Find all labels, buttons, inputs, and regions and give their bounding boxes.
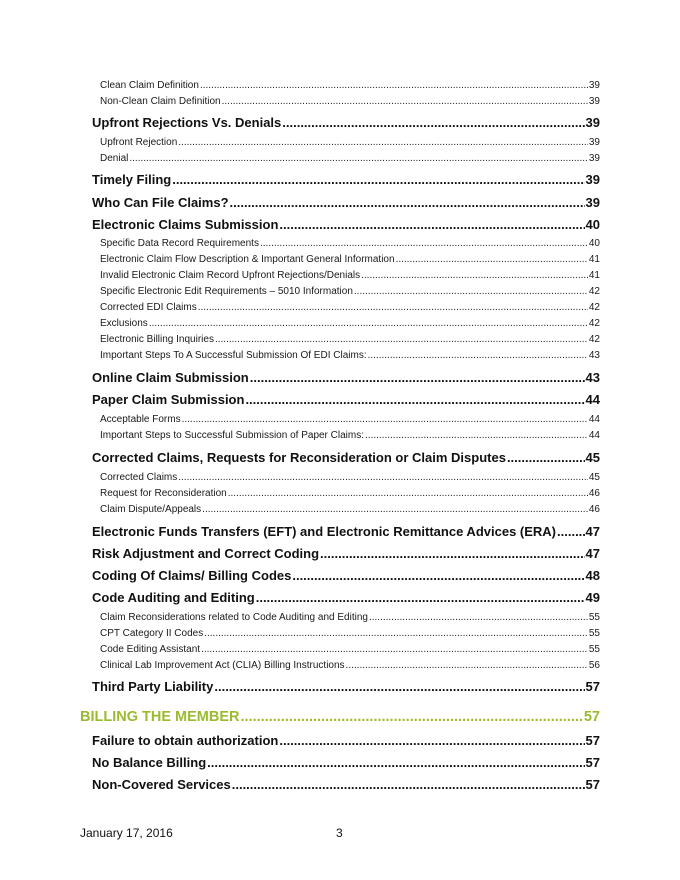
dot-leader [346, 660, 588, 671]
toc-entry-page: 42 [588, 334, 600, 345]
footer-page-number: 3 [336, 826, 343, 840]
toc-entry-page: 44 [588, 414, 600, 425]
toc-entry-label: Clean Claim Definition [100, 80, 199, 91]
toc-entry[interactable] [92, 679, 600, 694]
toc-entry-label: Important Steps to Successful Submission of Paper Claims: [100, 430, 365, 441]
toc-entry-label: No Balance Billing [92, 755, 207, 770]
dot-leader [241, 709, 583, 725]
toc-subentry[interactable] [100, 612, 600, 623]
toc-entry-label: Coding Of Claims/ Billing Codes [92, 568, 292, 583]
toc-entry-page: 39 [588, 153, 600, 164]
toc-entry[interactable] [92, 524, 600, 539]
toc-entry-page: 39 [588, 80, 600, 91]
toc-entry[interactable] [92, 755, 600, 770]
dot-leader [396, 254, 588, 265]
toc-entry[interactable] [92, 590, 600, 605]
toc-entry-label: Who Can File Claims? [92, 195, 229, 210]
toc-subentry[interactable] [100, 254, 600, 265]
dot-leader [207, 755, 584, 770]
dot-leader [129, 153, 588, 164]
dot-leader [178, 472, 588, 483]
toc-subentry[interactable] [100, 350, 600, 361]
toc-entry-label: Non-Covered Services [92, 777, 231, 792]
dot-leader [222, 96, 588, 107]
toc-entry-page: 57 [585, 755, 600, 770]
toc-entry-label: Paper Claim Submission [92, 392, 245, 407]
toc-entry[interactable] [92, 370, 600, 385]
dot-leader [214, 679, 584, 694]
toc-entry-page: 55 [588, 644, 600, 655]
dot-leader [202, 504, 588, 515]
toc-entry-page: 39 [585, 195, 600, 210]
toc-entry-label: Timely Filing [92, 172, 172, 187]
dot-leader [361, 270, 588, 281]
dot-leader [200, 80, 588, 91]
toc-entry-label: Invalid Electronic Claim Record Upfront Rejections/Denials [100, 270, 361, 281]
toc-entry-label: Code Auditing and Editing [92, 590, 255, 605]
dot-leader [182, 414, 588, 425]
toc-entry[interactable] [92, 195, 600, 210]
toc-subentry[interactable] [100, 302, 600, 313]
toc-entry-label: Non-Clean Claim Definition [100, 96, 221, 107]
toc-entry-page: 46 [588, 504, 600, 515]
toc-entry-label: Electronic Claims Submission [92, 217, 279, 232]
toc-entry-label: Denial [100, 153, 129, 164]
toc-entry-label: BILLING THE MEMBER [80, 709, 240, 725]
dot-leader [354, 286, 588, 297]
toc-entry-page: 55 [588, 612, 600, 623]
dot-leader [320, 546, 584, 561]
dot-leader [279, 217, 584, 232]
toc-subentry[interactable] [100, 472, 600, 483]
toc-entry-page: 57 [585, 679, 600, 694]
footer-date: January 17, 2016 [80, 826, 173, 840]
toc-entry-label: Specific Data Record Requirements [100, 238, 259, 249]
dot-leader [250, 370, 585, 385]
toc-entry-page: 39 [588, 96, 600, 107]
toc-subentry[interactable] [100, 504, 600, 515]
toc-entry-page: 43 [585, 370, 600, 385]
toc-entry-label: Third Party Liability [92, 679, 214, 694]
toc-entry-label: Risk Adjustment and Correct Coding [92, 546, 320, 561]
toc-entry-page: 57 [585, 733, 600, 748]
toc-subentry[interactable] [100, 430, 600, 441]
dot-leader [172, 172, 584, 187]
toc-subentry[interactable] [100, 628, 600, 639]
toc-entry-page: 55 [588, 628, 600, 639]
toc-entry-label: Important Steps To A Successful Submission Of EDI Claims: [100, 350, 367, 361]
toc-entry-label: Claim Reconsiderations related to Code Auditing and Editing [100, 612, 368, 623]
toc-entry-page: 40 [588, 238, 600, 249]
toc-entry[interactable] [92, 217, 600, 232]
toc-subentry[interactable] [100, 318, 600, 329]
toc-entry-page: 46 [588, 488, 600, 499]
dot-leader [232, 777, 585, 792]
toc-entry-page: 45 [588, 472, 600, 483]
toc-entry-label: Specific Electronic Edit Requirements – 5010 Information [100, 286, 353, 297]
toc-subentry[interactable] [100, 334, 600, 345]
toc-entry-page: 39 [585, 172, 600, 187]
dot-leader [198, 302, 588, 313]
toc-entry[interactable] [92, 115, 600, 130]
toc-entry-label: Acceptable Forms [100, 414, 181, 425]
toc-entry-page: 39 [588, 137, 600, 148]
toc-entry-label: Corrected EDI Claims [100, 302, 197, 313]
toc-entry-page: 41 [588, 254, 600, 265]
toc-entry-page: 42 [588, 302, 600, 313]
toc-entry[interactable] [92, 450, 600, 465]
dot-leader [279, 733, 584, 748]
dot-leader [260, 238, 588, 249]
dot-leader [178, 137, 588, 148]
dot-leader [228, 488, 588, 499]
dot-leader [369, 612, 588, 623]
toc-entry-page: 57 [583, 709, 600, 725]
toc-entry-label: Corrected Claims, Requests for Reconsideration or Claim Disputes [92, 450, 506, 465]
dot-leader [292, 568, 584, 583]
toc-entry-label: CPT Category II Codes [100, 628, 204, 639]
toc-entry-label: Electronic Claim Flow Description & Important General Information [100, 254, 395, 265]
toc-entry-page: 48 [585, 568, 600, 583]
dot-leader [557, 524, 585, 539]
toc-entry-label: Request for Reconsideration [100, 488, 227, 499]
toc-subentry[interactable] [100, 286, 600, 297]
dot-leader [204, 628, 588, 639]
dot-leader [230, 195, 585, 210]
toc-subentry[interactable] [100, 80, 600, 91]
toc-entry-page: 56 [588, 660, 600, 671]
dot-leader [282, 115, 584, 130]
toc-entry-page: 47 [585, 546, 600, 561]
toc-entry-label: Online Claim Submission [92, 370, 249, 385]
toc-entry[interactable] [92, 172, 600, 187]
toc-entry[interactable] [92, 733, 600, 748]
toc-entry-page: 42 [588, 286, 600, 297]
toc-entry-label: Exclusions [100, 318, 148, 329]
toc-entry-page: 39 [585, 115, 600, 130]
dot-leader [215, 334, 588, 345]
toc-entry-label: Code Editing Assistant [100, 644, 201, 655]
toc-section-heading[interactable] [80, 709, 600, 725]
toc-subentry[interactable] [100, 153, 600, 164]
toc-entry-label: Upfront Rejections Vs. Denials [92, 115, 282, 130]
toc-entry-label: Failure to obtain authorization [92, 733, 279, 748]
toc-entry-page: 57 [585, 777, 600, 792]
toc-entry-label: Upfront Rejection [100, 137, 178, 148]
toc-entry-page: 43 [588, 350, 600, 361]
toc-entry-page: 49 [585, 590, 600, 605]
dot-leader [365, 430, 588, 441]
toc-subentry[interactable] [100, 488, 600, 499]
dot-leader [149, 318, 588, 329]
toc-entry-page: 47 [585, 524, 600, 539]
toc-entry-label: Corrected Claims [100, 472, 178, 483]
dot-leader [201, 644, 588, 655]
toc-entry-page: 44 [588, 430, 600, 441]
toc-subentry[interactable] [100, 414, 600, 425]
toc-subentry[interactable] [100, 270, 600, 281]
toc-entry-page: 40 [585, 217, 600, 232]
toc-entry-label: Electronic Billing Inquiries [100, 334, 214, 345]
toc-entry-page: 45 [585, 450, 600, 465]
dot-leader [368, 350, 588, 361]
dot-leader [507, 450, 585, 465]
toc-entry-page: 42 [588, 318, 600, 329]
toc-entry[interactable] [92, 546, 600, 561]
toc-entry-label: Claim Dispute/Appeals [100, 504, 202, 515]
toc-entry-label: Electronic Funds Transfers (EFT) and Electronic Remittance Advices (ERA) [92, 524, 557, 539]
toc-entry[interactable] [92, 568, 600, 583]
toc-entry-page: 44 [585, 392, 600, 407]
toc-entry[interactable] [92, 392, 600, 407]
dot-leader [245, 392, 584, 407]
toc-subentry[interactable] [100, 238, 600, 249]
toc-entry[interactable] [92, 777, 600, 792]
dot-leader [256, 590, 585, 605]
toc-subentry[interactable] [100, 96, 600, 107]
toc-subentry[interactable] [100, 644, 600, 655]
toc-subentry[interactable] [100, 137, 600, 148]
toc-entry-page: 41 [588, 270, 600, 281]
toc-subentry[interactable] [100, 660, 600, 671]
toc-entry-label: Clinical Lab Improvement Act (CLIA) Billing Instructions [100, 660, 345, 671]
